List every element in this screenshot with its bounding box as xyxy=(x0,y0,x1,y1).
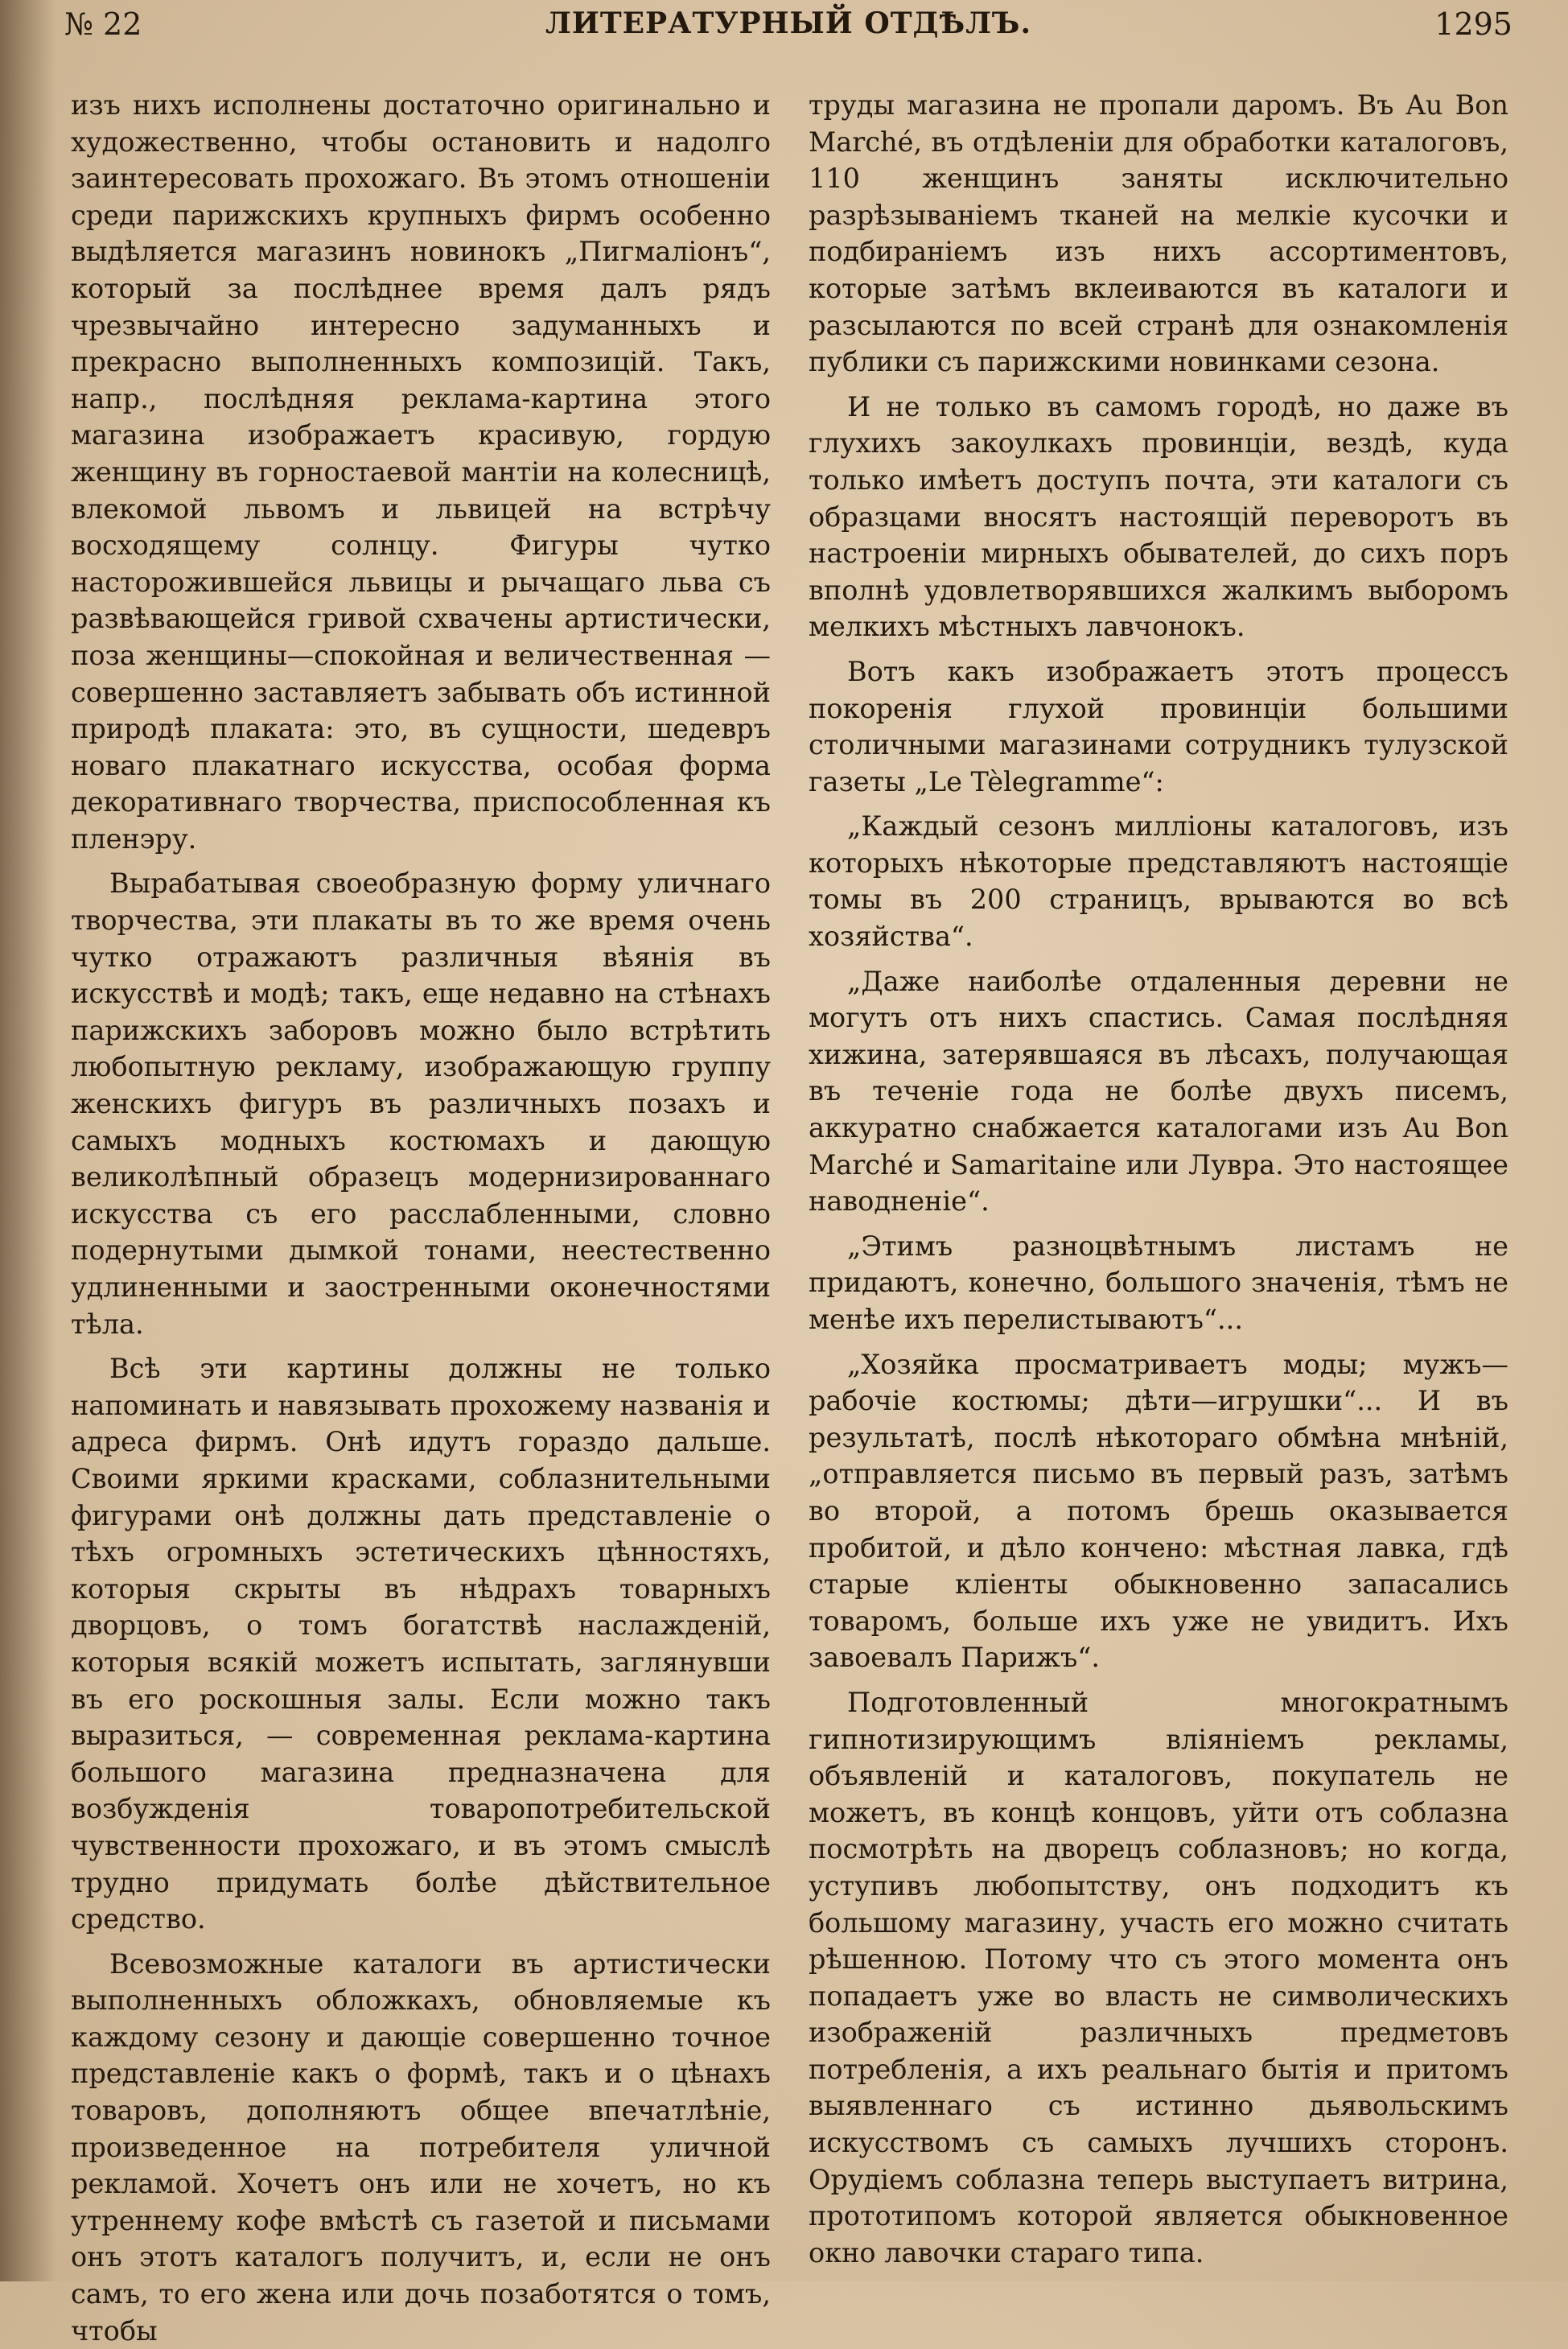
paragraph: изъ нихъ исполнены достаточно оригинально и художественно, чтобы остановить и надолго заинтересовать прохожаго. Въ этомъ отношеніи среди парижскихъ крупныхъ фирмъ особенно выдѣляется магазинъ новинокъ „Пигмаліонъ“, который за послѣднее время далъ рядъ чрезвычайно интересно задуманныхъ и прекрасно выполненныхъ композицій. Такъ, напр., послѣдняя реклама-картина этого магазина изображаетъ красивую, гордую женщину въ горностаевой мантіи на колесницѣ, влекомой львомъ и львицей на встрѣчу восходящему солнцу. Фигуры чутко насторожившейся львицы и рычащаго льва съ развѣвающейся гривой схвачены артистически, поза женщины—спокойная и величественная — совершенно заставляетъ забывать объ истинной природѣ плаката: это, въ сущности, шедевръ новаго плакатнаго искусства, особая форма декоративнаго творчества, приспособленная къ пленэру. xyxy=(71,89,771,855)
page-edge-shadow xyxy=(0,0,56,2281)
paragraph: И не только въ самомъ городѣ, но даже въ глухихъ закоулкахъ провинціи, вездѣ, куда только имѣетъ доступъ почта, эти каталоги съ образцами вносятъ настоящій переворотъ въ настроеніи мирныхъ обывателей, до сихъ поръ вполнѣ удовлетворявшихся жалкимъ выборомъ мелкихъ мѣстныхъ лавчонокъ. xyxy=(809,390,1508,643)
paragraph: труды магазина не пропали даромъ. Въ Au Bon Marché, въ отдѣленіи для обработки каталоговъ, 110 женщинъ заняты исключительно разрѣзываніемъ тканей на мелкіе кусочки и подбираніемъ изъ нихъ ассортиментовъ, которые затѣмъ вклеиваются въ каталоги и разсылаются по всей странѣ для ознакомленія публики съ парижскими новинками сезона. xyxy=(809,89,1508,378)
right-column xyxy=(809,87,1508,2271)
paragraph: Подготовленный многократнымъ гипнотизирующимъ вліяніемъ рекламы, объявленій и каталоговъ, покупатель не можетъ, въ концѣ концовъ, уйти отъ соблазна посмотрѣть на дворецъ соблазновъ; но когда, уступивъ любопытству, онъ подходитъ къ большому магазину, участь его можно считать рѣшенною. Потому что съ этого момента онъ попадаетъ уже во власть не символическихъ изображеній различныхъ предметовъ потребленія, а ихъ реальнаго бытія и притомъ выявленнаго съ истинно дьявольскимъ искусствомъ съ самыхъ лучшихъ сторонъ. Орудіемъ соблазна теперь выступаетъ витрина, прототипомъ которой является обыкновенное окно лавочки стараго типа. xyxy=(809,1686,1508,2269)
quote-paragraph: „Даже наиболѣе отдаленныя деревни не могутъ отъ нихъ спастись. Самая послѣдняя хижина, затерявшаяся въ лѣсахъ, получающая въ теченіе года не болѣе двухъ писемъ, аккуратно снабжается каталогами изъ Au Bon Marché и Samaritaine или Лувра. Это настоящее наводненіе“. xyxy=(809,965,1508,1218)
quote-paragraph: „Этимъ разноцвѣтнымъ листамъ не придаютъ, конечно, большого значенія, тѣмъ не менѣе ихъ перелистываютъ“... xyxy=(809,1230,1508,1335)
paragraph: Всевозможные каталоги въ артистически выполненныхъ обложкахъ, обновляемые къ каждому сезону и дающіе совершенно точное представленіе какъ о формѣ, такъ и о цѣнахъ товаровъ, дополняютъ общее впечатлѣніе, произведенное на потребителя уличной рекламой. Хочетъ онъ или не хочетъ, но къ утреннему кофе вмѣстѣ съ газетой и письмами онъ этотъ каталогъ получитъ, и, если не онъ самъ, то его жена или дочь позаботятся о томъ, чтобы xyxy=(71,1947,771,2347)
left-column xyxy=(71,87,771,2349)
issue-number: № 22 xyxy=(64,6,142,42)
section-title: ЛИТЕРАТУРНЫЙ ОТДѢЛЪ. xyxy=(545,6,1031,40)
paragraph: Вотъ какъ изображаетъ этотъ процессъ покоренія глухой провинціи большими столичными магазинами сотрудникъ тулузской газеты „Le Tèlegramme“: xyxy=(809,655,1508,797)
quote-paragraph: „Хозяйка просматриваетъ моды; мужъ—рабочіе костюмы; дѣти—игрушки“... И въ результатѣ, послѣ нѣкотораго обмѣна мнѣній, „отправляется письмо въ первый разъ, затѣмъ во второй, а потомъ брешь оказывается пробитой, и дѣло кончено: мѣстная лавка, гдѣ старые кліенты обыкновенно запасались товаромъ, больше ихъ уже не увидитъ. Ихъ завоевалъ Парижъ“. xyxy=(809,1348,1508,1674)
page-header xyxy=(64,6,1512,55)
quote-paragraph: „Каждый сезонъ милліоны каталоговъ, изъ которыхъ нѣкоторые представляютъ настоящіе томы въ 200 страницъ, врываются во всѣ хозяйства“. xyxy=(809,810,1508,953)
paragraph: Вырабатывая своеобразную форму уличнаго творчества, эти плакаты въ то же время очень чутко отражаютъ различныя вѣянія въ искусствѣ и модѣ; такъ, еще недавно на стѣнахъ парижскихъ заборовъ можно было встрѣтить любопытную рекламу, изображающую группу женскихъ фигуръ въ различныхъ позахъ и самыхъ модныхъ костюмахъ и дающую великолѣпный образецъ модернизированнаго искусства съ его расслабленными, словно подернутыми дымкой тонами, неестественно удлиненными и заостренными оконечностями тѣла. xyxy=(71,867,771,1340)
paragraph: Всѣ эти картины должны не только напоминать и навязывать прохожему названія и адреса фирмъ. Онѣ идутъ гораздо дальше. Своими яркими красками, соблазнительными фигурами онѣ должны дать представленіе о тѣхъ огромныхъ эстетическихъ цѣнностяхъ, которыя скрыты въ нѣдрахъ товарныхъ дворцовъ, о томъ богатствѣ наслажденій, которыя всякій можетъ испытать, заглянувши въ его роскошныя залы. Если можно такъ выразиться, — современная реклама-картина большого магазина предназначена для возбужденія товаропотребительской чувственности прохожаго, и въ этомъ смыслѣ трудно придумать болѣе дѣйствительное средство. xyxy=(71,1353,771,1935)
page-number: 1295 xyxy=(1434,6,1512,42)
